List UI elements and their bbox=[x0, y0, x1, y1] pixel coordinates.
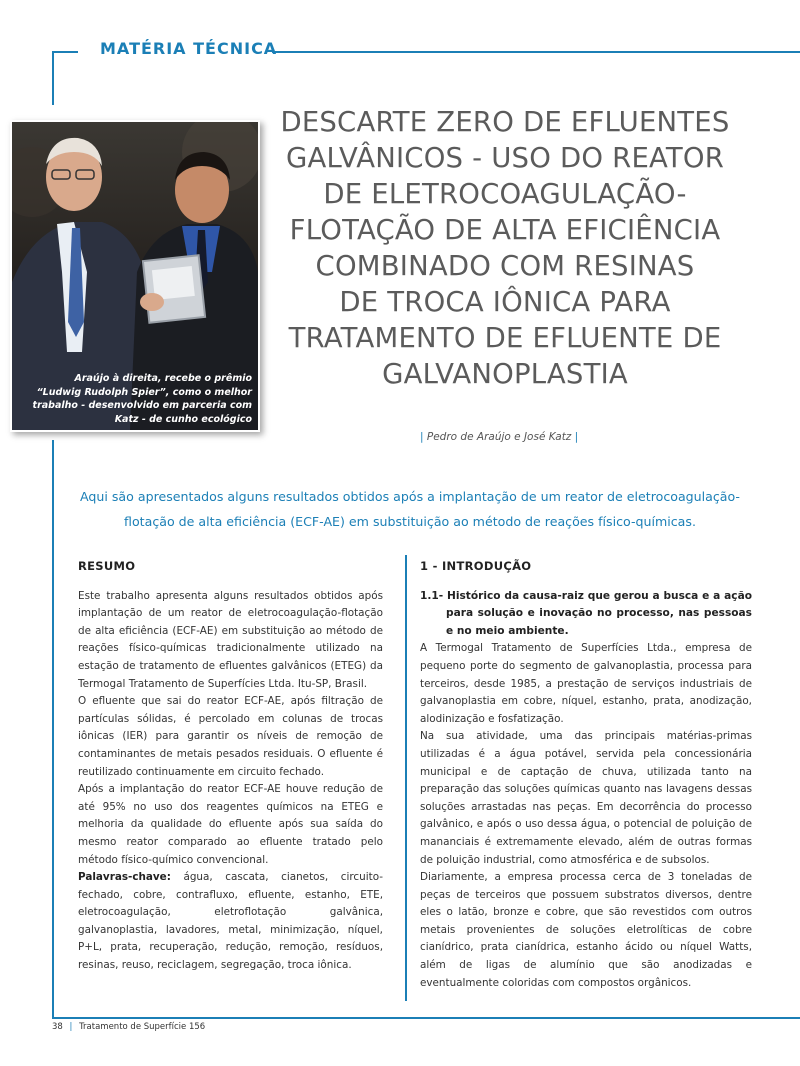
resumo-heading: RESUMO bbox=[78, 559, 136, 573]
lead-line: flotação de alta eficiência (ECF-AE) em substituição ao método de reações físico-químicas. bbox=[124, 514, 696, 529]
page-number: 38 bbox=[52, 1022, 63, 1032]
resumo-paragraph: Este trabalho apresenta alguns resultados obtidos após implantação de um reator de eletrocoagulação-flotação de alta eficiência (ECF-AE) em substituição ao método de reações físico-químicas tradicionalmente utilizado na estação de tratamento de efluentes galvânicos (ETEG) da Termogal Tratamento de Superfícies Ltda. Itu-SP, Brasil. bbox=[78, 589, 383, 690]
introducao-subheading: 1.1- Histórico da causa-raiz que gerou a busca e a ação para solução e inovação no processo, nas pessoas e no meio ambiente. bbox=[420, 589, 752, 637]
header-rule-right bbox=[272, 51, 800, 53]
footer-separator: | bbox=[69, 1022, 73, 1032]
caption-line: Katz - de cunho ecológico bbox=[114, 413, 252, 425]
keywords-label: Palavras-chave: bbox=[78, 871, 171, 884]
publication-name: Tratamento de Superfície 156 bbox=[79, 1022, 206, 1032]
article-title bbox=[276, 104, 734, 392]
keywords-paragraph bbox=[78, 869, 383, 975]
page-footer bbox=[52, 1022, 205, 1032]
introducao-paragraph: Diariamente, a empresa processa cerca de 3 toneladas de peças de terceiros que possuem substratos diversos, dentre eles o latão, bronze e cobre, que são revestidos com outros metais provenientes de soluções eletrolíticas de cobre cianídrico, prata cianídrica, estanho ácido ou níquel Watts, além de ligas de alumínio que são anodizadas e eventualmente coloridas com compostos orgânicos. bbox=[420, 871, 752, 989]
header-rule-left bbox=[52, 51, 78, 53]
title-line: TRATAMENTO DE EFLUENTE DE bbox=[288, 322, 722, 354]
byline bbox=[420, 431, 578, 443]
title-line: FLOTAÇÃO DE ALTA EFICIÊNCIA bbox=[289, 214, 721, 246]
caption-line: trabalho - desenvolvido em parceria com bbox=[32, 400, 252, 411]
title-line: COMBINADO COM RESINAS bbox=[315, 250, 695, 282]
lead-line: Aqui são apresentados alguns resultados obtidos após a implantação de um reator de eletrocoagulação- bbox=[80, 489, 740, 504]
introducao-column bbox=[420, 558, 752, 992]
footer-rule bbox=[52, 1017, 800, 1019]
column-divider bbox=[405, 555, 407, 1001]
byline-bar-right: | bbox=[574, 431, 579, 443]
byline-bar-left: | bbox=[420, 431, 424, 443]
body-rule-vertical bbox=[52, 440, 54, 1018]
header-rule-vertical bbox=[52, 51, 54, 105]
introducao-heading: 1 - INTRODUÇÃO bbox=[420, 559, 532, 573]
caption-line: Araújo à direita, recebe o prêmio bbox=[74, 373, 252, 384]
lead-paragraph bbox=[60, 484, 760, 534]
author-names: Pedro de Araújo e José Katz bbox=[426, 431, 572, 443]
caption-line: “Ludwig Rudolph Spier”, como o melhor bbox=[36, 386, 252, 398]
title-line: GALVANOPLASTIA bbox=[382, 358, 628, 390]
title-line: DE TROCA IÔNICA PARA bbox=[339, 286, 671, 318]
title-line: DESCARTE ZERO DE EFLUENTES bbox=[280, 106, 730, 138]
section-label: MATÉRIA TÉCNICA bbox=[100, 39, 278, 58]
resumo-paragraph: O efluente que sai do reator ECF-AE, após filtração de partículas sólidas, é percolado em colunas de trocas iônicas (IER) para garantir os níveis de remoção de contaminantes de metais pesados residuais. O efluente é reutilizado continuamente em circuito fechado. bbox=[78, 695, 383, 778]
keywords-text: água, cascata, cianetos, circuito-fechado, cobre, contrafluxo, efluente, estanho, ETE, eletrocoagulação, eletroflotação galvânica, galvanoplastia, lavadores, metal, minimização, níquel, P+L, prata, recuperação, redução, remoção, resíduos, resinas, reuso, reciclagem, segregação, troca iônica. bbox=[78, 871, 383, 972]
introducao-paragraph: Na sua atividade, uma das principais matérias-primas utilizadas é a água potável, servida pela concessionária municipal e de captação de chuva, utilizada tanto na preparação das soluções químicas quanto nas lavagens dessas soluções arrastadas nas peças. Em decorrência do processo galvânico, e após o uso dessa água, o potencial de poluição de mananciais é extremamente elevado, além de outras formas de poluição industrial, como atmosférica e de subsolos. bbox=[420, 730, 752, 866]
title-line: DE ELETROCOAGULAÇÃO- bbox=[323, 178, 687, 210]
title-line: GALVÂNICOS - USO DO REATOR bbox=[285, 142, 725, 174]
article-photo bbox=[10, 120, 260, 432]
introducao-paragraph: A Termogal Tratamento de Superfícies Ltda., empresa de pequeno porte do segmento de galvanoplastia, processa para terceiros, desde 1985, a prestação de serviços industriais de galvanoplastia em cobre, níquel, estanho, prata, anodização, alodinização e fosfatização. bbox=[420, 642, 752, 725]
resumo-paragraph: Após a implantação do reator ECF-AE houve redução de até 95% no uso dos reagentes químicos na ETEG e melhoria da qualidade do efluente após sua saída do mesmo reator comparado ao efluente tratado pelo método físico-químico convencional. bbox=[78, 783, 383, 866]
photo-caption bbox=[18, 372, 252, 426]
resumo-column bbox=[78, 558, 383, 975]
